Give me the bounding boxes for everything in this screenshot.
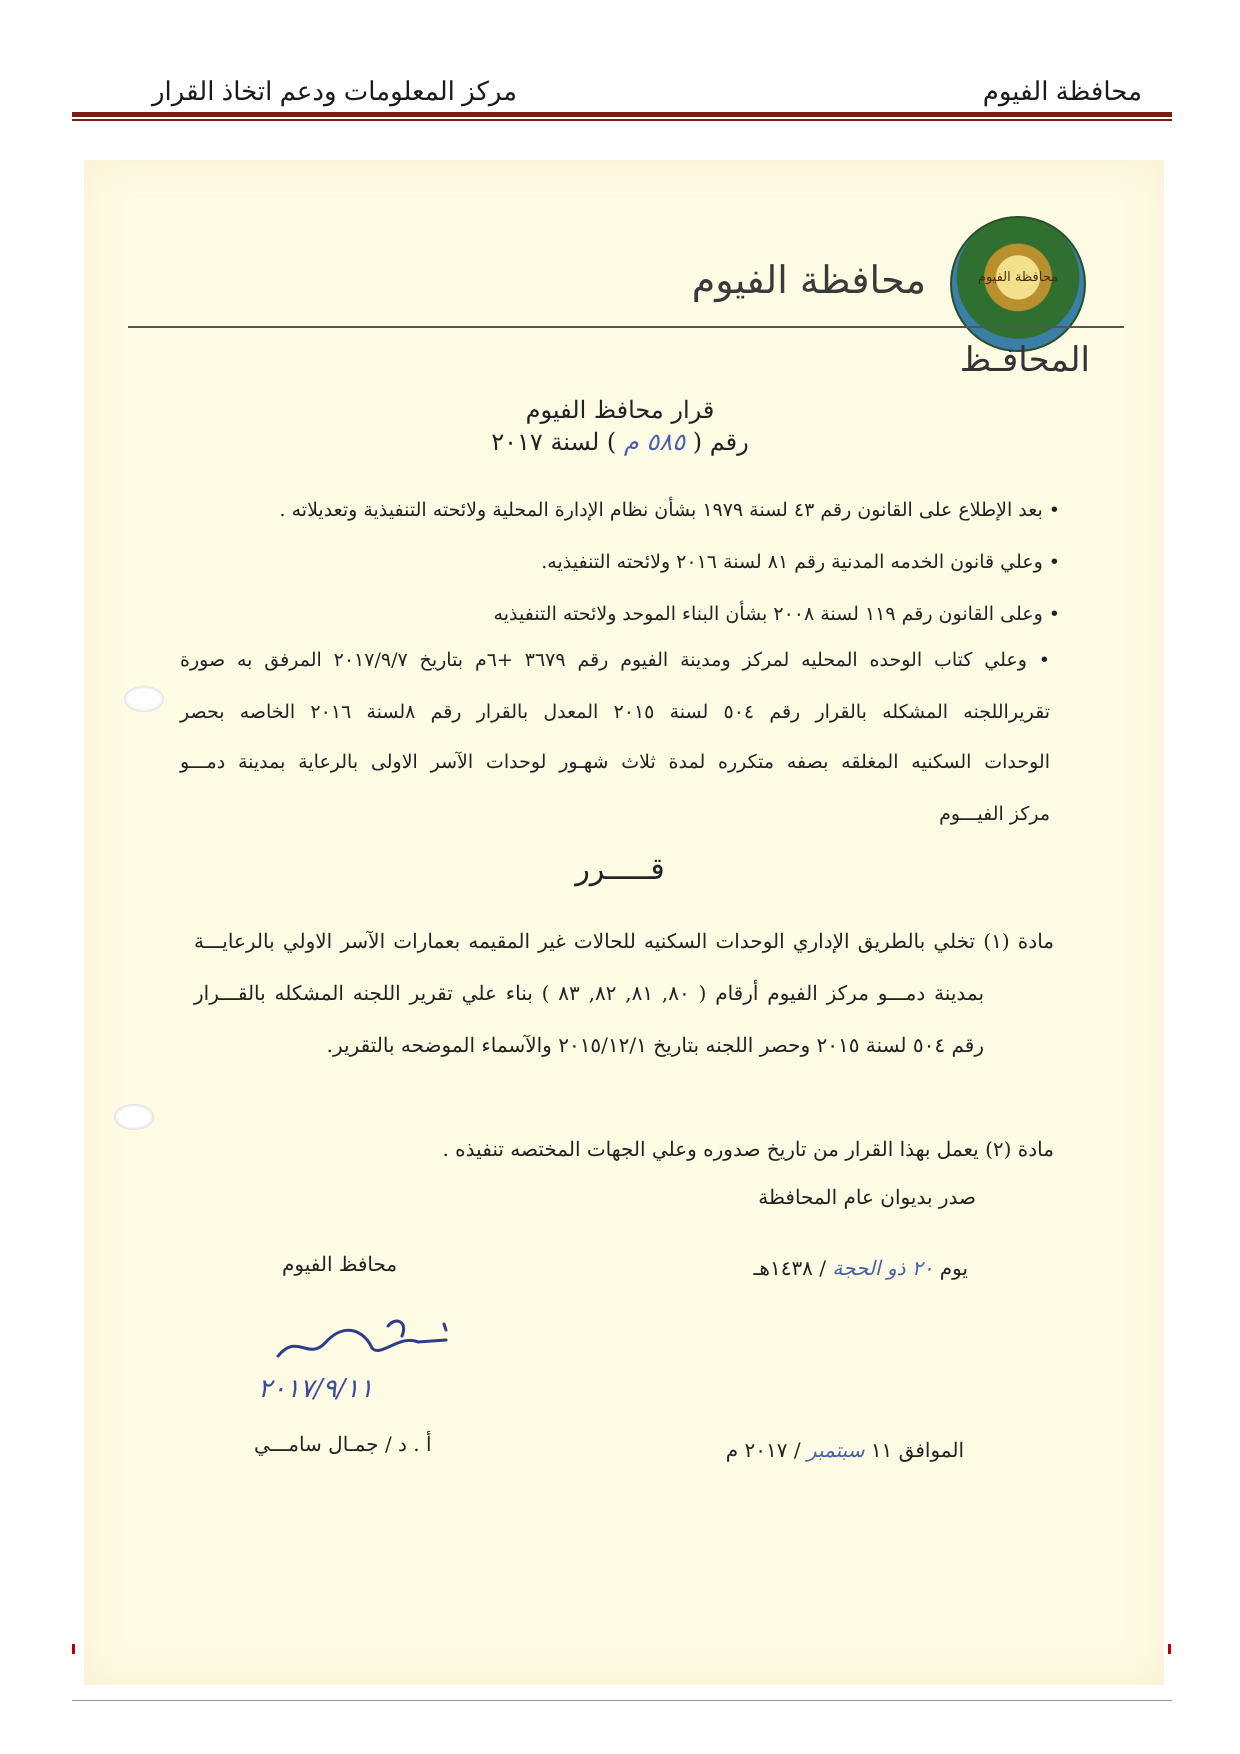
hijri-prefix: يوم bbox=[939, 1256, 968, 1280]
hijri-suffix: / ١٤٣٨هـ bbox=[753, 1256, 827, 1280]
gregorian-suffix: / ٢٠١٧ م bbox=[725, 1438, 801, 1462]
letterhead-rule bbox=[128, 326, 1124, 328]
article-1-line: رقم ٥٠٤ لسنة ٢٠١٥ وحصر اللجنه بتاريخ ٢٠١٥/١٢/١ والآسماء الموضحه بالتقرير. bbox=[326, 1033, 984, 1057]
decree-title: قرار محافظ الفيوم bbox=[525, 396, 715, 424]
preamble-line: تقريراللجنه المشكله بالقرار رقم ٥٠٤ لسنة ٢٠١٥ المعدل بالقرار رقم ٨لسنة ٢٠١٦ الخاصه بحصر bbox=[180, 701, 1050, 723]
signature-date-handwritten: ٢٠١٧/٩/١١ bbox=[258, 1374, 374, 1404]
preamble-line: مركز الفيـــوم bbox=[939, 803, 1050, 825]
issued-statement: صدر بديوان عام المحافظة bbox=[758, 1185, 976, 1209]
decided-heading: قـــــرر bbox=[575, 852, 665, 887]
punch-hole bbox=[114, 1104, 154, 1130]
page-header bbox=[72, 70, 1172, 126]
margin-mark bbox=[72, 1644, 75, 1654]
decree-number-prefix: رقم ( bbox=[692, 428, 749, 456]
scanned-decree bbox=[84, 160, 1164, 1685]
hijri-date bbox=[754, 1256, 968, 1280]
signatory-title: محافظ الفيوم bbox=[282, 1252, 398, 1276]
decree-number-suffix: ) لسنة ٢٠١٧ bbox=[491, 428, 617, 456]
signatory-name: أ . د / جمـال سامـــي bbox=[254, 1432, 432, 1456]
gregorian-prefix: الموافق ١١ bbox=[870, 1438, 964, 1462]
letterhead-governorate: محافظة الفيوم bbox=[691, 258, 926, 302]
preamble-line: • وعلى القانون رقم ١١٩ لسنة ٢٠٠٨ بشأن البناء الموحد ولائحته التنفيذيه bbox=[493, 603, 1060, 625]
header-governorate: محافظة الفيوم bbox=[982, 76, 1142, 106]
decree-number-handwritten: ٥٨٥ م bbox=[623, 428, 686, 456]
signature-icon bbox=[268, 1312, 458, 1382]
preamble-line: • بعد الإطلاع على القانون رقم ٤٣ لسنة ١٩٧٩ بشأن نظام الإدارة المحلية ولائحته التنفيذية وتعديلاته . bbox=[279, 499, 1060, 521]
article-2: مادة (٢) يعمل بهذا القرار من تاريخ صدوره وعلي الجهات المختصه تنفيذه . bbox=[442, 1137, 1054, 1161]
header-rule-thin bbox=[72, 119, 1172, 121]
preamble-line: • وعلي قانون الخدمه المدنية رقم ٨١ لسنة ٢٠١٦ ولائحته التنفيذيه. bbox=[541, 551, 1060, 573]
governorate-seal-icon bbox=[950, 216, 1086, 352]
decree-number bbox=[400, 428, 840, 456]
seal-text: محافظة الفيوم bbox=[977, 270, 1059, 285]
preamble-line: الوحدات السكنيه المغلقه بصفه متكرره لمدة ثلاث شهـور لوحدات الآسر الاولى بالرعاية بمدينة دمـــو bbox=[180, 751, 1050, 773]
footer-rule bbox=[72, 1700, 1172, 1701]
margin-mark bbox=[1168, 1644, 1171, 1654]
article-1-line: بمدينة دمـــو مركز الفيوم أرقام ( ٨٠, ٨١, ٨٢, ٨٣ ) بناء علي تقرير اللجنه المشكله بالقـــرار bbox=[194, 981, 985, 1005]
letterhead-office: المحافـظ bbox=[959, 340, 1090, 380]
hijri-handwritten: ٢٠ ذو الحجة bbox=[832, 1256, 934, 1280]
gregorian-date bbox=[726, 1438, 964, 1462]
gregorian-handwritten: سبتمبر bbox=[806, 1438, 865, 1462]
header-rule bbox=[72, 112, 1172, 117]
preamble-line: • وعلي كتاب الوحده المحليه لمركز ومدينة الفيوم رقم ٣٦٧٩ +٦م بتاريخ ٢٠١٧/٩/٧ المرفق به صورة bbox=[180, 649, 1051, 671]
article-1-line: مادة (١) تخلي بالطريق الإداري الوحدات السكنيه للحالات غير المقيمه بعمارات الآسر الاولي بالرعايـــة bbox=[194, 929, 1054, 953]
punch-hole bbox=[124, 686, 164, 712]
header-center-name: مركز المعلومات ودعم اتخاذ القرار bbox=[152, 76, 518, 106]
